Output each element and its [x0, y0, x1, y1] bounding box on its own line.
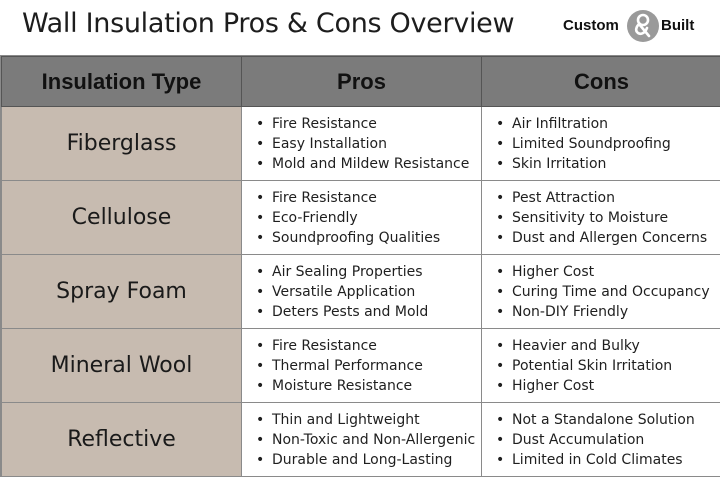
table-row [2, 329, 720, 403]
cons-cell [482, 255, 720, 329]
column-header-pros: Pros [242, 57, 482, 107]
cons-item: • Not a Standalone Solution [490, 410, 720, 430]
cons-item: • Sensitivity to Moisture [490, 208, 720, 228]
column-header-type: Insulation Type [2, 57, 242, 107]
pros-item: • Fire Resistance [250, 188, 481, 208]
cons-item: • Higher Cost [490, 262, 720, 282]
insulation-type-cell: Spray Foam [2, 255, 242, 329]
cons-item: • Limited Soundproofing [490, 134, 720, 154]
logo-ampersand-icon [626, 9, 660, 43]
table-row [2, 181, 720, 255]
cons-cell [482, 181, 720, 255]
pros-item: • Deters Pests and Mold [250, 302, 481, 322]
cons-cell [482, 329, 720, 403]
pros-item: • Soundproofing Qualities [250, 228, 481, 248]
cons-item: • Skin Irritation [490, 154, 720, 174]
pros-item: • Eco-Friendly [250, 208, 481, 228]
pros-item: • Thin and Lightweight [250, 410, 481, 430]
logo-text-right: Built [661, 17, 695, 34]
cons-item: • Dust and Allergen Concerns [490, 228, 720, 248]
cons-item: • Curing Time and Occupancy [490, 282, 720, 302]
pros-item: • Air Sealing Properties [250, 262, 481, 282]
cons-item: • Heavier and Bulky [490, 336, 720, 356]
page-header [0, 0, 720, 52]
cons-item: • Air Infiltration [490, 114, 720, 134]
cons-item: • Non-DIY Friendly [490, 302, 720, 322]
insulation-type-cell: Reflective [2, 403, 242, 477]
table-row [2, 255, 720, 329]
table-row [2, 403, 720, 477]
insulation-type-cell: Fiberglass [2, 107, 242, 181]
cons-cell [482, 107, 720, 181]
pros-item: • Easy Installation [250, 134, 481, 154]
pros-cell [242, 181, 482, 255]
pros-item: • Fire Resistance [250, 336, 481, 356]
column-header-cons: Cons [482, 57, 720, 107]
cons-item: • Pest Attraction [490, 188, 720, 208]
brand-logo [560, 9, 715, 45]
pros-item: • Mold and Mildew Resistance [250, 154, 481, 174]
comparison-table [0, 55, 720, 477]
cons-cell [482, 403, 720, 477]
cons-item: • Limited in Cold Climates [490, 450, 720, 470]
cons-item: • Higher Cost [490, 376, 720, 396]
table-header-row [2, 57, 720, 107]
pros-cell [242, 107, 482, 181]
pros-cell [242, 403, 482, 477]
pros-item: • Versatile Application [250, 282, 481, 302]
cons-item: • Dust Accumulation [490, 430, 720, 450]
page-title: Wall Insulation Pros & Cons Overview [22, 8, 515, 39]
pros-item: • Non-Toxic and Non-Allergenic [250, 430, 481, 450]
pros-cell [242, 255, 482, 329]
cons-item: • Potential Skin Irritation [490, 356, 720, 376]
table-row [2, 107, 720, 181]
logo-text-left: Custom [563, 17, 619, 34]
pros-cell [242, 329, 482, 403]
pros-item: • Fire Resistance [250, 114, 481, 134]
pros-item: • Thermal Performance [250, 356, 481, 376]
insulation-type-cell: Mineral Wool [2, 329, 242, 403]
pros-item: • Moisture Resistance [250, 376, 481, 396]
insulation-type-cell: Cellulose [2, 181, 242, 255]
pros-item: • Durable and Long-Lasting [250, 450, 481, 470]
